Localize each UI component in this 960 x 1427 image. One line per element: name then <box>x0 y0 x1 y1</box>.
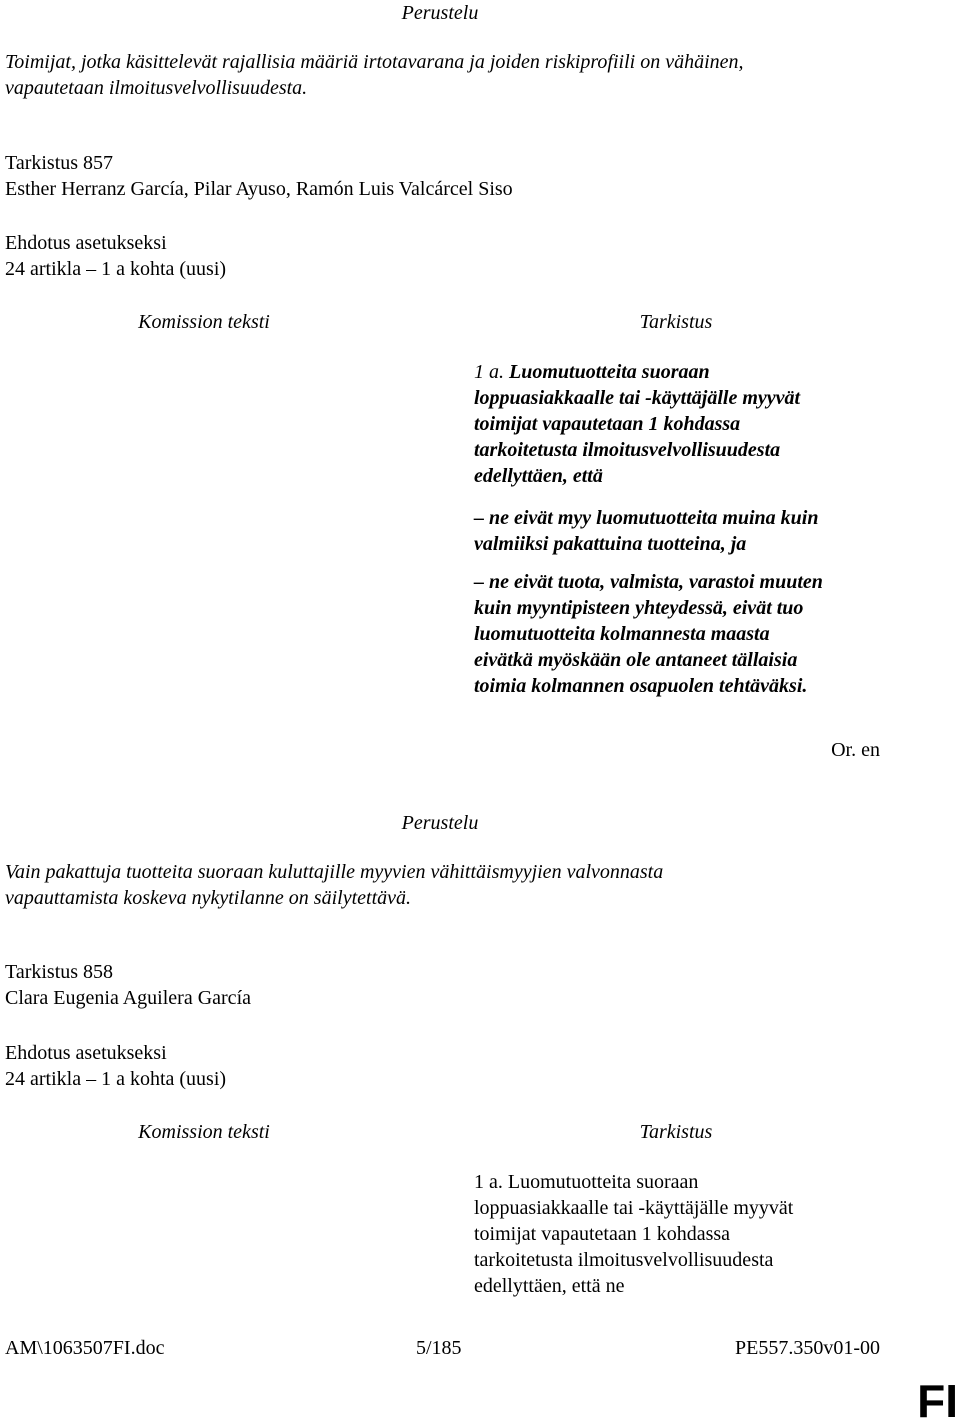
amendment-title: Tarkistus 857 <box>5 152 114 174</box>
proposal-label: Ehdotus asetukseksi <box>5 1042 167 1064</box>
amendment-text-line: 1 a. Luomutuotteita suoraan <box>474 361 710 383</box>
footer-pe-ref: PE557.350v01-00 <box>735 1337 880 1359</box>
proposal-label: Ehdotus asetukseksi <box>5 232 167 254</box>
amendment-text-line: toimijat vapautetaan 1 kohdassa <box>474 413 741 435</box>
justification-line: vapauttamista koskeva nykytilanne on säilytettävä. <box>5 887 411 909</box>
commission-text-header: Komission teksti <box>138 311 270 333</box>
amendment-bullet-line: luomutuotteita kolmannesta maasta <box>474 623 770 645</box>
commission-text-header: Komission teksti <box>138 1121 270 1143</box>
article-reference: 24 artikla – 1 a kohta (uusi) <box>5 1068 227 1090</box>
amendment-text-line: loppuasiakkaalle tai -käyttäjälle myyvät <box>474 1197 794 1219</box>
amendment-bullet-line: kuin myyntipisteen yhteydessä, eivät tuo <box>474 597 804 619</box>
amendment-bullet-line: toimia kolmannen osapuolen tehtäväksi. <box>474 675 808 697</box>
amendment-header: Tarkistus <box>639 1121 713 1143</box>
amendment-authors: Clara Eugenia Aguilera García <box>5 987 251 1009</box>
justification-heading: Perustelu <box>401 2 479 24</box>
amendment-bullet-line: valmiiksi pakattuina tuotteina, ja <box>474 533 747 555</box>
original-language: Or. en <box>831 739 880 761</box>
justification-line: Toimijat, jotka käsittelevät rajallisia määriä irtotavarana ja joiden riskiprofiili on vähäinen, <box>5 51 744 73</box>
justification-line: vapautetaan ilmoitusvelvollisuudesta. <box>5 77 308 99</box>
amendment-text-line: tarkoitetusta ilmoitusvelvollisuudesta <box>474 439 781 461</box>
amendment-bullet-line: eivätkä myöskään ole antaneet tällaisia <box>474 649 798 671</box>
language-mark: FI <box>917 1375 958 1427</box>
amendment-header: Tarkistus <box>639 311 713 333</box>
amendment-authors: Esther Herranz García, Pilar Ayuso, Ramón Luis Valcárcel Siso <box>5 178 513 200</box>
amendment-text-line: 1 a. Luomutuotteita suoraan <box>474 1171 699 1193</box>
amendment-bullet-line: – ne eivät myy luomutuotteita muina kuin <box>474 507 819 529</box>
amendment-text-line: edellyttäen, että ne <box>474 1275 625 1297</box>
amendment-text-line: edellyttäen, että <box>474 465 603 487</box>
amendment-text-line: toimijat vapautetaan 1 kohdassa <box>474 1223 731 1245</box>
article-reference: 24 artikla – 1 a kohta (uusi) <box>5 258 227 280</box>
amendment-title: Tarkistus 858 <box>5 961 114 983</box>
amendment-text-line: tarkoitetusta ilmoitusvelvollisuudesta <box>474 1249 774 1271</box>
justification-heading: Perustelu <box>401 812 479 834</box>
footer-doc-ref: AM\1063507FI.doc <box>5 1337 165 1359</box>
amendment-text-line: loppuasiakkaalle tai -käyttäjälle myyvät <box>474 387 801 409</box>
justification-line: Vain pakattuja tuotteita suoraan kuluttajille myyvien vähittäismyyjien valvonnasta <box>5 861 664 883</box>
amendment-bullet-line: – ne eivät tuota, valmista, varastoi muuten <box>474 571 823 593</box>
footer-page-number: 5/185 <box>416 1337 462 1359</box>
